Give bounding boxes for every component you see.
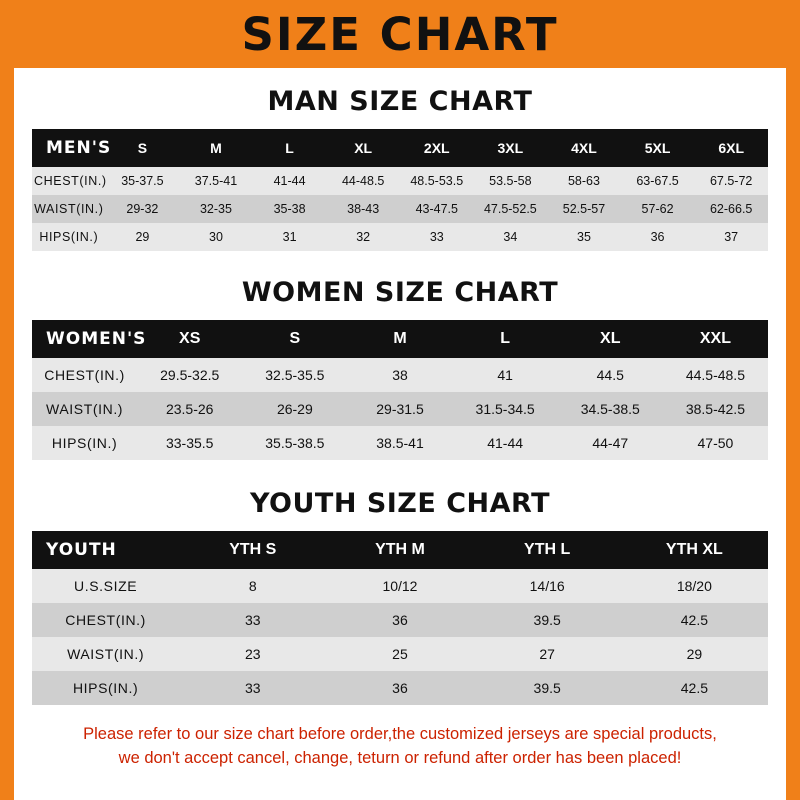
- table-cell: 34: [503, 230, 518, 244]
- table-cell: 30: [209, 230, 223, 244]
- table-header-row: [32, 320, 768, 358]
- table-cell: 14/16: [529, 578, 565, 594]
- row-label: WAIST(IN.): [34, 202, 104, 216]
- table-cell: 34.5-38.5: [580, 401, 640, 417]
- table-header-row: [32, 531, 768, 569]
- table-cell: 35-37.5: [121, 174, 164, 188]
- table-cell: 27: [539, 646, 555, 662]
- table-cell: 43-47.5: [415, 202, 458, 216]
- column-header: WOMEN'S: [46, 329, 147, 349]
- table-cell: 39.5: [533, 680, 561, 696]
- table-cell: 35: [577, 230, 591, 244]
- table-cell: 36: [392, 612, 408, 628]
- table-cell: 42.5: [680, 612, 708, 628]
- table-cell: 29: [135, 230, 150, 244]
- table-cell: 37.5-41: [194, 174, 238, 188]
- column-header: YTH L: [524, 541, 571, 558]
- youth-table-header: [32, 531, 768, 569]
- table-cell: 18/20: [676, 578, 712, 594]
- table-cell: 52.5-57: [562, 202, 606, 216]
- table-cell: 29-32: [126, 202, 159, 216]
- table-cell: 35.5-38.5: [265, 435, 325, 451]
- row-label: CHEST(IN.): [65, 612, 146, 628]
- table-cell: 33: [244, 680, 261, 696]
- table-row: [32, 358, 768, 392]
- table-cell: 33: [244, 612, 261, 628]
- table-cell: 41-44: [487, 435, 524, 451]
- youth-section-title: YOUTH SIZE CHART: [249, 488, 551, 519]
- table-cell: 37: [724, 230, 739, 244]
- youth-table-body: [32, 569, 768, 705]
- man-table-body: [32, 167, 768, 251]
- page-title: SIZE CHART: [241, 7, 559, 61]
- table-cell: 58-63: [567, 174, 600, 188]
- row-label: CHEST(IN.): [34, 174, 107, 188]
- page-banner: [14, 0, 786, 68]
- notice-line-2: we don't accept cancel, change, teturn or refund after order has been placed!: [118, 748, 682, 767]
- table-cell: 47-50: [697, 435, 734, 451]
- table-cell: 63-67.5: [636, 174, 679, 188]
- table-cell: 53.5-58: [489, 174, 532, 188]
- column-header: M: [210, 140, 222, 156]
- table-cell: 29.5-32.5: [160, 367, 220, 383]
- table-cell: 48.5-53.5: [410, 174, 464, 188]
- table-row: [32, 223, 768, 251]
- table-cell: 39.5: [533, 612, 561, 628]
- table-row: [32, 569, 768, 603]
- women-size-table: [32, 320, 768, 460]
- table-cell: 47.5-52.5: [483, 202, 537, 216]
- table-cell: 57-62: [641, 202, 674, 216]
- table-cell: 33: [429, 230, 444, 244]
- table-cell: 44.5-48.5: [685, 367, 745, 383]
- table-cell: 35-38: [273, 202, 306, 216]
- column-header: MEN'S: [46, 138, 112, 158]
- column-header: XXL: [699, 330, 731, 347]
- column-header: 6XL: [718, 140, 745, 156]
- table-cell: 32-35: [199, 202, 232, 216]
- women-section-title: WOMEN SIZE CHART: [241, 277, 559, 308]
- column-header: S: [137, 140, 148, 156]
- column-header: M: [393, 330, 407, 347]
- table-cell: 44-48.5: [341, 174, 385, 188]
- order-notice: [32, 723, 768, 771]
- row-label: HIPS(IN.): [72, 680, 139, 696]
- table-row: [32, 603, 768, 637]
- women-table-header: [32, 320, 768, 358]
- table-cell: 38-43: [347, 202, 380, 216]
- row-label: HIPS(IN.): [51, 435, 118, 451]
- column-header: XL: [600, 330, 621, 347]
- row-label: WAIST(IN.): [46, 401, 124, 417]
- chart-content: [14, 86, 786, 771]
- table-cell: 33-35.5: [165, 435, 214, 451]
- table-row: [32, 426, 768, 460]
- column-header: L: [500, 330, 511, 347]
- table-cell: 23: [244, 646, 261, 662]
- column-header: 4XL: [571, 140, 597, 156]
- table-cell: 41: [497, 367, 513, 383]
- column-header: 3XL: [497, 140, 524, 156]
- column-header: 2XL: [423, 140, 450, 156]
- column-header: XS: [179, 330, 201, 347]
- table-cell: 31: [282, 230, 297, 244]
- column-header: YTH S: [229, 541, 277, 558]
- row-label: WAIST(IN.): [67, 646, 145, 662]
- table-cell: 38.5-42.5: [685, 401, 745, 417]
- man-size-table: [32, 129, 768, 251]
- table-cell: 29: [686, 646, 703, 662]
- table-cell: 36: [650, 230, 665, 244]
- column-header: YTH M: [375, 541, 425, 558]
- table-cell: 41-44: [273, 174, 306, 188]
- man-table-header: [32, 129, 768, 167]
- table-cell: 44-47: [592, 435, 629, 451]
- youth-size-table: [32, 531, 768, 705]
- table-cell: 10/12: [382, 578, 418, 594]
- table-cell: 32: [356, 230, 371, 244]
- women-table-body: [32, 358, 768, 460]
- notice-line-1: Please refer to our size chart before order,the customized jerseys are special products,: [83, 725, 717, 743]
- table-cell: 31.5-34.5: [475, 401, 535, 417]
- table-row: [32, 392, 768, 426]
- row-label: U.S.SIZE: [74, 578, 138, 594]
- table-header-row: [32, 129, 768, 167]
- table-cell: 36: [392, 680, 408, 696]
- table-cell: 23.5-26: [165, 401, 214, 417]
- row-label: HIPS(IN.): [39, 230, 99, 244]
- row-label: CHEST(IN.): [44, 367, 125, 383]
- table-cell: 26-29: [276, 401, 313, 417]
- table-row: [32, 195, 768, 223]
- table-row: [32, 167, 768, 195]
- table-cell: 8: [248, 578, 257, 594]
- table-cell: 67.5-72: [709, 174, 753, 188]
- table-row: [32, 637, 768, 671]
- column-header: S: [289, 330, 301, 347]
- column-header: YOUTH: [46, 540, 117, 560]
- table-cell: 38.5-41: [376, 435, 424, 451]
- table-cell: 29-31.5: [376, 401, 424, 417]
- table-cell: 32.5-35.5: [265, 367, 325, 383]
- table-cell: 38: [392, 367, 408, 383]
- column-header: XL: [354, 140, 373, 156]
- table-cell: 62-66.5: [709, 202, 753, 216]
- column-header: L: [285, 140, 294, 156]
- column-header: 5XL: [644, 140, 671, 156]
- table-row: [32, 671, 768, 705]
- column-header: YTH XL: [665, 541, 723, 558]
- table-cell: 44.5: [596, 367, 624, 383]
- man-section-title: MAN SIZE CHART: [267, 86, 533, 117]
- table-cell: 42.5: [680, 680, 708, 696]
- table-cell: 25: [392, 646, 408, 662]
